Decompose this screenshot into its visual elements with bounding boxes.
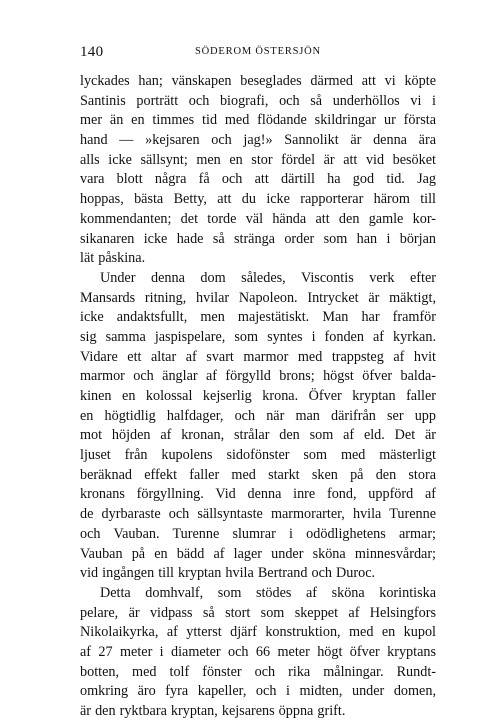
text-line: mer än en timmes tid med flödande skildringar ur första xyxy=(80,112,436,129)
text-line: de dyrbaraste och sällsyntaste marmorarter, hvila Turenne xyxy=(80,506,436,523)
paragraph-end-line: är den ryktbara kryptan, kejsarens öppna grift. xyxy=(80,703,346,719)
text-line: sikanaren icke hade så stränga order som han i början xyxy=(80,230,436,247)
text-line: en högtidlig halfdager, och när man därifrån ser upp xyxy=(80,407,436,424)
text-line: kommendanten; det torde väl hända att den gamle kor- xyxy=(80,210,436,227)
text-line: Vauban på en bädd af lager under sköna minnesvårdar; xyxy=(80,545,436,562)
text-line: sig samma jaspispelare, som syntes i fonden af kyrkan. xyxy=(80,328,436,345)
paragraph-end-line: vid ingången till kryptan hvila Bertrand och Duroc. xyxy=(80,565,376,582)
text-line: omkring äro fyra kapeller, och i midten, under domen, xyxy=(80,683,436,700)
text-line: mot höjden af kronan, strålar den som af eld. Det är xyxy=(80,427,436,444)
running-head: SÖDEROM ÖSTERSJÖN xyxy=(195,46,321,57)
text-line: hand — »kejsaren och jag!» Sannolikt är denna ära xyxy=(80,132,436,149)
text-line: alls icke sällsynt; men en stor fördel är att vid besöket xyxy=(80,151,436,168)
text-line: vara blott några få och att därtill ha god tid. Jag xyxy=(80,171,436,188)
text-line: kinen en kolossal kejserlig krona. Öfver kryptan faller xyxy=(80,388,436,404)
text-line: kronans förgyllning. Vid denna inre fond, uppförd af xyxy=(80,486,436,503)
paragraph-start-line: Under denna dom således, Viscontis verk efter xyxy=(100,269,436,286)
text-line: af 27 meter i diameter och 66 meter högt öfver kryptans xyxy=(80,643,436,660)
page-number: 140 xyxy=(80,44,104,60)
text-line: marmor och änglar af förgylld brons; högst öfver balda- xyxy=(80,368,436,385)
text-line: Nikolaikyrka, af ytterst djärf konstruktion, med en kupol xyxy=(80,624,436,641)
body-text xyxy=(80,72,436,722)
text-line: lyckades han; vänskapen beseglades därmed att vi köpte xyxy=(80,73,436,89)
text-line: hoppas, bästa Betty, att du icke rapporterar härom till xyxy=(80,191,436,208)
text-line: Santinis porträtt och biografi, och så underhöllos vi i xyxy=(80,92,436,109)
text-line: ljuset från kupolens sidofönster som med mästerligt xyxy=(80,447,436,464)
text-line: pelare, är vidpass så stort som skeppet af Helsingfors xyxy=(80,604,436,621)
paragraph-start-line: Detta domhvalf, som stödes af sköna korintiska xyxy=(100,584,436,601)
text-line: icke andaktsfullt, men majestätiskt. Man har framför xyxy=(80,309,436,326)
text-line: Vidare ett altar af svart marmor med trappsteg af hvit xyxy=(80,348,436,365)
text-line: beräknad effekt faller med starkt sken på den stora xyxy=(80,466,436,483)
page-header xyxy=(80,44,436,64)
text-line: botten, med tolf fönster och rika målningar. Rundt- xyxy=(80,663,436,680)
text-line: och Vauban. Turenne slumrar i odödlighetens armar; xyxy=(80,525,436,542)
text-line: Mansards ritning, hvilar Napoleon. Intrycket är mäktigt, xyxy=(80,289,436,306)
paragraph-end-line: lät påskina. xyxy=(80,250,146,267)
